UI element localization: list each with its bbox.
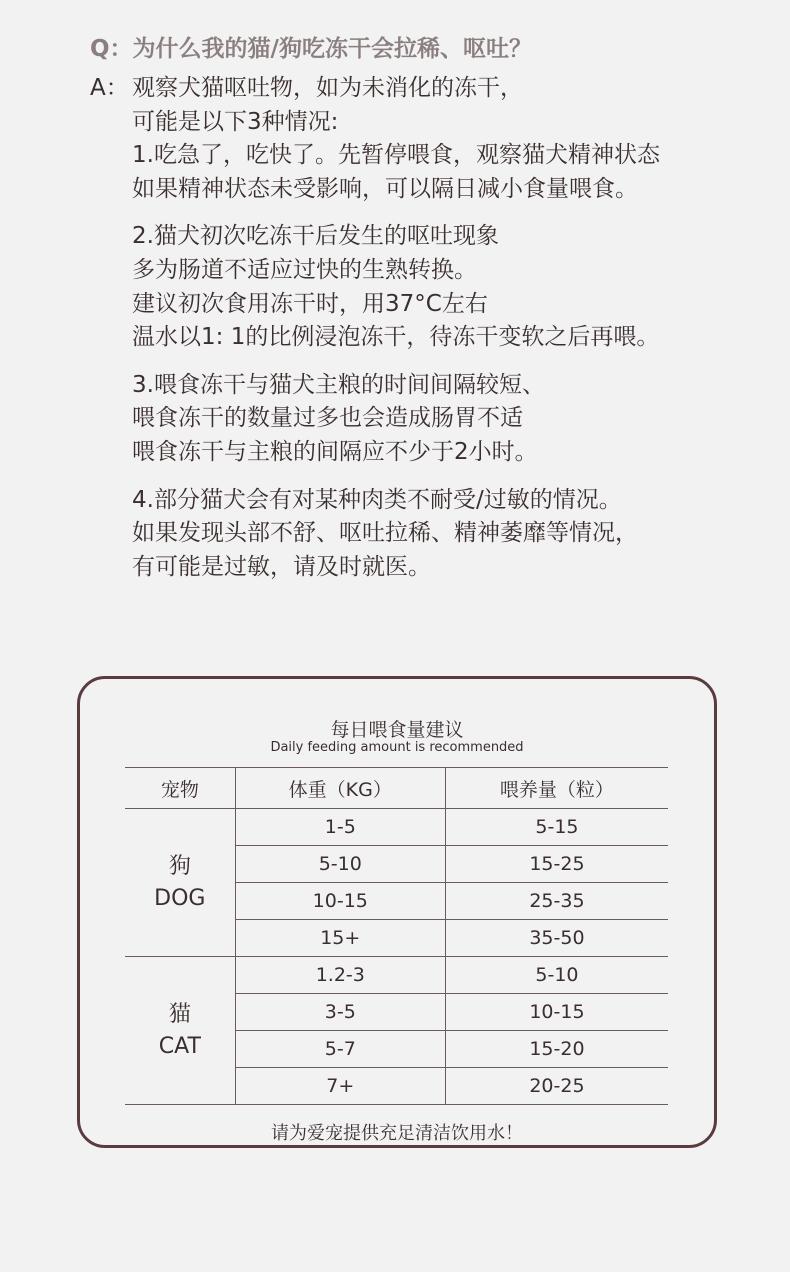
amount-cell: 15-20 xyxy=(445,1031,668,1068)
faq-question: Q：为什么我的猫/狗吃冻干会拉稀、呕吐？ xyxy=(90,36,532,62)
pet-cat-cell xyxy=(125,957,235,1105)
pet-dog-cell xyxy=(125,809,235,957)
pet-name-en: DOG xyxy=(154,885,206,911)
point-line: 如果精神状态未受影响，可以隔日减小食量喂食。 xyxy=(132,175,638,202)
faq-answer xyxy=(90,72,660,584)
weight-cell: 10-15 xyxy=(235,883,445,920)
weight-cell: 1.2-3 xyxy=(235,957,445,994)
point-line: 建议初次食用冻干时，用37°C左右 xyxy=(132,290,488,317)
amount-cell: 15-25 xyxy=(445,846,668,883)
weight-cell: 3-5 xyxy=(235,994,445,1031)
point-line: 多为肠道不适应过快的生熟转换。 xyxy=(132,256,477,283)
weight-cell: 5-7 xyxy=(235,1031,445,1068)
pet-name-cn: 猫 xyxy=(168,1001,191,1027)
amount-cell: 25-35 xyxy=(445,883,668,920)
table-row xyxy=(125,809,668,846)
feeding-table xyxy=(125,767,668,1105)
header-weight: 体重（KG） xyxy=(235,768,445,809)
weight-cell: 1-5 xyxy=(235,809,445,846)
point-line: 2.猫犬初次吃冻干后发生的呕吐现象 xyxy=(132,223,499,250)
card-subtitle: Daily feeding amount is recommended xyxy=(270,740,524,755)
point-line: 喂食冻干与主粮的间隔应不少于2小时。 xyxy=(132,438,538,465)
answer-prefix: A： xyxy=(90,75,129,101)
amount-cell: 20-25 xyxy=(445,1068,668,1105)
answer-point-3 xyxy=(90,369,660,470)
point-line: 喂食冻干的数量过多也会造成肠胃不适 xyxy=(132,405,523,432)
answer-point-4 xyxy=(90,484,660,585)
point-line: 1.吃急了，吃快了。先暂停喂食，观察猫犬精神状态 xyxy=(132,142,660,169)
table-row xyxy=(125,957,668,994)
answer-line: 可能是以下3种情况: xyxy=(132,108,339,135)
amount-cell: 5-10 xyxy=(445,957,668,994)
table-header-row xyxy=(125,768,668,809)
amount-cell: 5-15 xyxy=(445,809,668,846)
point-line: 温水以1: 1的比例浸泡冻干，待冻干变软之后再喂。 xyxy=(132,324,660,351)
weight-cell: 15+ xyxy=(235,920,445,957)
point-line: 3.喂食冻干与猫犬主粮的时间间隔较短、 xyxy=(132,371,545,398)
answer-line: 观察犬猫呕吐物，如为未消化的冻干， xyxy=(132,75,523,101)
feeding-recommendation-card xyxy=(77,676,717,1148)
card-footer-note: 请为爱宠提供充足清洁饮用水！ xyxy=(271,1123,523,1144)
point-line: 如果发现头部不舒、呕吐拉稀、精神萎靡等情况， xyxy=(132,520,638,547)
pet-name-cn: 狗 xyxy=(168,853,191,879)
amount-cell: 10-15 xyxy=(445,994,668,1031)
weight-cell: 7+ xyxy=(235,1068,445,1105)
point-line: 有可能是过敏，请及时就医。 xyxy=(132,553,431,580)
amount-cell: 35-50 xyxy=(445,920,668,957)
header-pet: 宠物 xyxy=(125,768,235,809)
card-title: 每日喂食量建议 xyxy=(330,719,464,741)
header-amount: 喂养量（粒） xyxy=(445,768,668,809)
answer-point-1 xyxy=(90,139,660,206)
answer-point-2 xyxy=(90,220,660,354)
weight-cell: 5-10 xyxy=(235,846,445,883)
point-line: 4.部分猫犬会有对某种肉类不耐受/过敏的情况。 xyxy=(132,486,622,513)
pet-name-en: CAT xyxy=(158,1033,201,1059)
